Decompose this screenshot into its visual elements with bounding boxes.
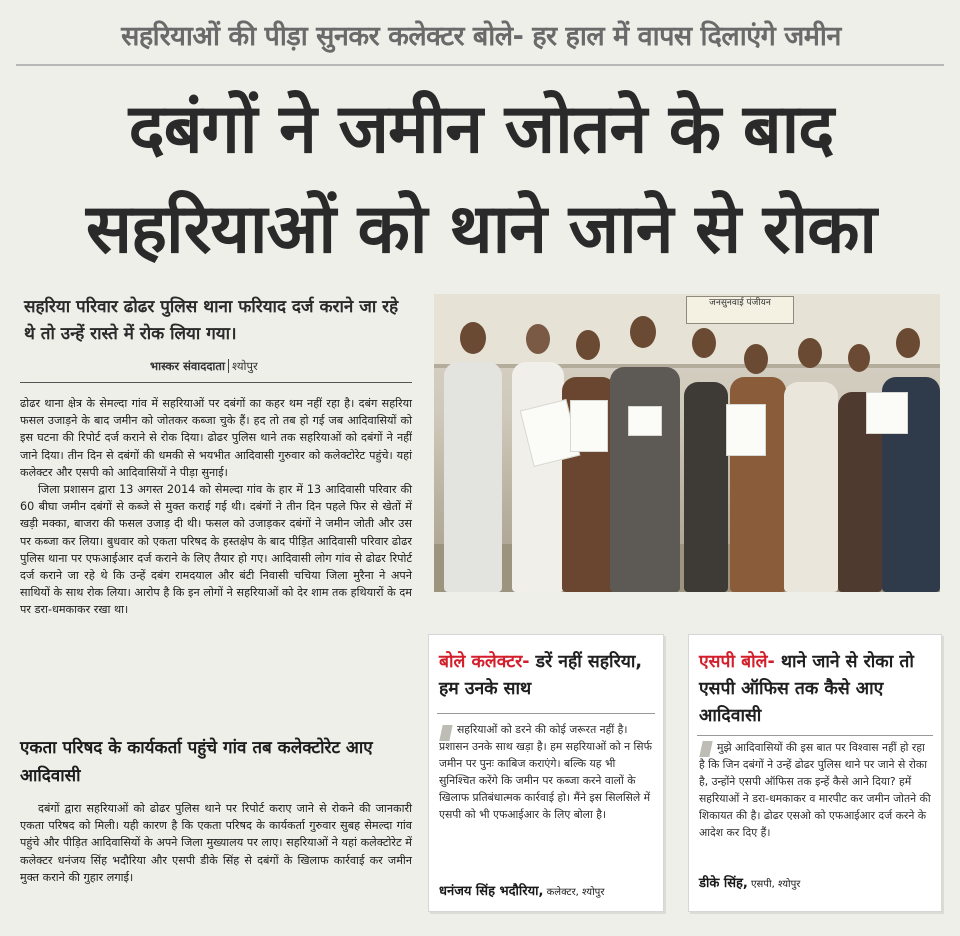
byline-place: श्योपुर [231,359,258,373]
body2-paragraph: दबंगों द्वारा सहरियाओं को ढोढर पुलिस थाने पर रिपोर्ट कराए जाने से रोकने की जानकारी एकता परिषद को मिली। यही कारण है कि एकता परिषद के कार्यकर्ता गुरुवार सुबह सेमल्दा गांव पहुंचे और पीड़ित आदिवासियों के अपने जिला मुख्यालय पर लाए। सहरियाओं ने यहां कलेक्टोरेट में कलेक्टर धनंजय सिंह भदौरिया और एसपी डीके सिंह से दबंगों के खिलाफ कार्रवाई कर जमीन मुक्त कराने की गुहार लगाई। [20,802,412,884]
headline-line-1: दबंगों ने जमीन जोतने के बाद [128,90,834,169]
sp-signature [699,873,800,891]
collector-sign-name: धनंजय सिंह भदौरिया, [439,884,544,899]
kicker-divider [16,64,944,66]
news-photo [434,294,940,592]
byline [150,359,258,374]
collector-headline-black: डरें नहीं सहरिया, हम उनके साथ [439,652,643,699]
collector-quote-headline [439,649,655,703]
sp-quote-text: मुझे आदिवासियों की इस बात पर विश्वास नहीं हो रहा है कि जिन दबंगों ने उन्हें ढोढर पुलिस थाने पर जाने से रोका है, उन्होंने एसपी ऑफिस तक इन्हें कैसे आने दिया? हमें सहरियाओं ने डरा-धमकाकर व मारपीट कर जमीन जोतने की शिकायत की है। ढोढर एसओ को एफआईआर दर्ज करने के आदेश कर दिए हैं। [699,741,931,839]
article-body-2 [20,800,412,886]
subheadline: एकता परिषद के कार्यकर्ता पहुंचे गांव तब कलेक्टोरेट आए आदिवासी [20,738,373,786]
article-body [20,395,412,619]
sp-headline-red: एसपी बोले- [699,652,775,672]
sp-quote-headline [699,649,935,730]
byline-rule [20,382,412,383]
body-paragraph-2: जिला प्रशासन द्वारा 13 अगस्त 2014 को सेमल्दा गांव के हार में 13 आदिवासी परिवार की 60 बीघा जमीन दबंगों से कब्जे से मुक्त कराई गई थी। दबंगों ने तीन दिन पहले फिर से खेतों में खड़ी मक्का, बाजरा की फसल उजाड़ दी थी। फसल को उजाड़कर दबंगों ने जमीन जोती और उस पर कब्जा कर लिया। बुधवार को एकता परिषद के हस्तक्षेप के बाद पीड़ित आदिवासी परिवार ढोढर पुलिस थाना पर एफआईआर दर्ज कराने के लिए तैयार हो गए। आदिवासी लोग गांव से ढोढर रिपोर्ट दर्ज कराने जा रहे थे कि उन्हें दबंग रामदयाल और बंटी निवासी चचिया जिला मुरैना ने अपने साथियों के साथ रोक लिया। आरोप है कि इन लोगों ने सहरियाओं को देर शाम तक हथियारों के दम पर डरा-धमकाकर रखा था। [20,483,412,617]
body-paragraph-1: ढोढर थाना क्षेत्र के सेमल्दा गांव में सहरियाओं पर दबंगों का कहर थम नहीं रहा है। दबंग सहरिया फसल उजाड़ने के बाद जमीन को जोतकर कब्जा चुके हैं। हद तो तब हो गई जब आदिवासियों को इस घटना की रिपोर्ट दर्ज कराने से रोक दिया। ढोढर पुलिस थाने तक सहरियाओं को दबंगों ने नहीं जाने दिया। तीन दिन से दबंगों की धमकी से भयभीत आदिवासी गुरुवार को कलेक्टोरेट पहुंचे। यहां कलेक्टर और एसपी को आदिवासियों ने पीड़ा सुनाई। [20,397,412,479]
collector-sign-role: कलेक्टर, श्योपुर [543,887,605,898]
sp-headline-black: थाने जाने से रोका तो एसपी ऑफिस तक कैसे आए आदिवासी [699,652,914,726]
kicker-headline: सहरियाओं की पीड़ा सुनकर कलेक्टर बोले- हर हाल में वापस दिलाएंगे जमीन [121,21,841,52]
deck: सहरिया परिवार ढोढर पुलिस थाना फरियाद दर्ज कराने जा रहे थे तो उन्हें रास्ते में रोक लिया गया। [24,297,399,344]
sp-sign-name: डीके सिंह, [699,876,748,891]
sp-quote-box [688,634,942,912]
byline-reporter: भास्कर संवाददाता [150,359,225,373]
sp-sign-role: एसपी, श्योपुर [747,879,801,890]
collector-quote-text: सहरियाओं को डरने की कोई जरूरत नहीं है। प्रशासन उनके साथ खड़ा है। हम सहरियाओं को न सिर्फ जमीन पर पुनः काबिज कराएंगे। बल्कि यह भी सुनिश्चित करेंगे कि जमीन पर कब्जा करने वालों के खिलाफ प्रतिबंधात्मक कार्रवाई हो। मैंने इस सिलसिले में एसपी को भी एफआईआर के लिए बोला है। [439,723,652,821]
photo-sign: जनसुनवाई पंजीयन [686,296,794,324]
collector-quote-box [428,634,664,912]
headline-line-2: सहरियाओं को थाने जाने से रोका [85,190,877,269]
collector-headline-red: बोले कलेक्टर- [439,652,530,672]
collector-signature [439,881,604,899]
